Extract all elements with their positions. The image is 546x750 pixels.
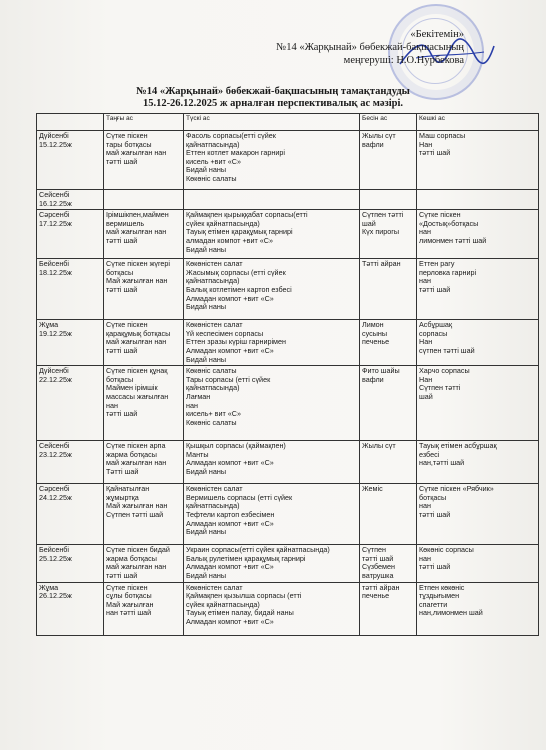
day-cell xyxy=(37,190,104,210)
dinner-line: тұздығымен xyxy=(419,591,460,601)
approval-block xyxy=(276,28,464,67)
table-row xyxy=(37,190,539,210)
lunch-line: Украин сорпасы(етті сүйек қайнатпасында) xyxy=(186,545,330,555)
lunch-line: Тефтели картоп езбесімен xyxy=(186,509,275,519)
breakfast-cell xyxy=(104,320,184,366)
snack-line: печенье xyxy=(362,337,390,347)
snack-line: Жылы сүт xyxy=(362,131,396,140)
menu-table-header xyxy=(37,114,539,131)
table-row xyxy=(37,366,539,441)
lunch-line: Көкөніс салаты xyxy=(186,417,237,427)
lunch-cell xyxy=(184,259,360,320)
lunch-line: қайнатпасында) xyxy=(186,383,240,393)
lunch-line: Алмадан компот +вит «С» xyxy=(186,345,274,355)
breakfast-line: нан тәтті шай xyxy=(106,608,152,618)
breakfast-line: май жағылған нан xyxy=(106,337,167,347)
breakfast-line: май жағылған нан xyxy=(106,562,167,572)
snack-cell xyxy=(360,484,417,545)
breakfast-line: тәтті шай xyxy=(106,570,138,580)
lunch-line: Тауық етімен қарақұмық гарнирі xyxy=(186,227,293,237)
dinner-line: Сүтке піскен «Рябчик» xyxy=(419,484,494,494)
lunch-cell xyxy=(184,320,360,366)
lunch-line: Қаймақпен қырыққабат сорпасы(етті xyxy=(186,210,308,220)
snack-cell xyxy=(360,545,417,582)
dinner-line: Нан xyxy=(419,337,433,347)
day-line: Сәрсенбі xyxy=(39,210,70,220)
lunch-line: Қаймақпен қызылша сорпасы (етті xyxy=(186,591,302,601)
dinner-line: нан xyxy=(419,501,431,511)
breakfast-line: Сүтке піскен xyxy=(106,320,148,330)
lunch-line: алмадан компот +вит «С» xyxy=(186,235,273,245)
table-row xyxy=(37,320,539,366)
day-line: Жұма xyxy=(39,582,59,592)
breakfast-line: Сүтке піскен құнақ xyxy=(106,366,168,376)
breakfast-line: тәтті шай xyxy=(106,345,138,355)
table-row xyxy=(37,582,539,635)
snack-line: Тәтті айран xyxy=(362,259,401,269)
day-cell xyxy=(37,131,104,190)
lunch-line: сүйек қайнатпасында) xyxy=(186,599,260,609)
breakfast-line: Сүтке піскен xyxy=(106,582,148,592)
heading-line-1: №14 «Жарқынай» бөбекжай-бақшасының тамақтандуды xyxy=(136,86,410,97)
breakfast-line: Сүтпен тәтті шай xyxy=(106,509,164,519)
dinner-cell xyxy=(417,582,539,635)
day-line: Бейсенбі xyxy=(39,545,70,555)
table-row xyxy=(37,545,539,582)
breakfast-cell xyxy=(104,366,184,441)
lunch-line: Көкөністен салат xyxy=(186,484,243,494)
dinner-line: тәтті шай xyxy=(419,148,451,158)
dinner-line: «Достық»ботқасы xyxy=(419,218,479,228)
day-line: 19.12.25ж xyxy=(39,328,72,338)
lunch-line: Манты xyxy=(186,449,209,459)
menu-table xyxy=(36,113,539,636)
lunch-cell xyxy=(184,582,360,635)
dinner-cell xyxy=(417,484,539,545)
snack-cell xyxy=(360,190,417,210)
breakfast-line: ботқасы xyxy=(106,374,134,384)
lunch-line: кисель +вит «С» xyxy=(186,156,241,166)
breakfast-cell xyxy=(104,582,184,635)
day-line: Дүйсенбі xyxy=(39,131,69,140)
breakfast-cell xyxy=(104,484,184,545)
breakfast-line: вермишель xyxy=(106,218,145,228)
lunch-line: Бидай наны xyxy=(186,466,227,476)
snack-line: Сүзбемен xyxy=(362,562,395,572)
lunch-line: қайнатпасында) xyxy=(186,276,240,286)
lunch-line: Балық котлетімен картоп езбесі xyxy=(186,284,292,294)
day-cell xyxy=(37,210,104,259)
snack-cell xyxy=(360,441,417,484)
breakfast-line: Сүтке піскен жүгері xyxy=(106,259,171,269)
dinner-cell xyxy=(417,545,539,582)
dinner-line: Нан xyxy=(419,139,433,149)
lunch-line: Алмадан компот +вит «С» xyxy=(186,458,274,468)
table-row xyxy=(37,131,539,190)
lunch-line: Еттен зразы күріш гарнирімен xyxy=(186,337,286,347)
dinner-line: лимонмен тәтті шай xyxy=(419,235,487,245)
breakfast-line: Сүтке піскен арпа xyxy=(106,441,166,451)
lunch-line: Көкөністен салат xyxy=(186,582,243,592)
snack-line: тәтті шай xyxy=(362,553,394,563)
day-line: Бейсенбі xyxy=(39,259,70,269)
breakfast-line: май жағылған нан xyxy=(106,458,167,468)
breakfast-line: тары ботқасы xyxy=(106,139,152,149)
day-cell xyxy=(37,441,104,484)
breakfast-line: тәтті шай xyxy=(106,156,138,166)
snack-line: Сүтпен тәтті xyxy=(362,210,404,220)
lunch-line: Бидай наны xyxy=(186,354,227,364)
dinner-line: Маш сорпасы xyxy=(419,131,466,140)
dinner-line: тәтті шай xyxy=(419,509,451,519)
dinner-line: перловка гарнирі xyxy=(419,267,477,277)
snack-cell xyxy=(360,366,417,441)
header-day xyxy=(37,114,104,131)
day-line: Жұма xyxy=(39,320,59,330)
dinner-cell xyxy=(417,441,539,484)
snack-line: Жеміс xyxy=(362,484,383,494)
lunch-cell xyxy=(184,190,360,210)
dinner-line: тәтті шай xyxy=(419,562,451,572)
day-line: Дүйсенбі xyxy=(39,366,69,376)
lunch-line: Қышқыл сорпасы (қаймақпен) xyxy=(186,441,286,451)
breakfast-line: жарма ботқасы xyxy=(106,449,157,459)
snack-line: печенье xyxy=(362,591,390,601)
snack-line: Күх пирогы xyxy=(362,227,400,237)
lunch-cell xyxy=(184,545,360,582)
day-line: 15.12.25ж xyxy=(39,139,72,149)
day-line: Сәрсенбі xyxy=(39,484,70,494)
dinner-line: нан xyxy=(419,553,431,563)
dinner-cell xyxy=(417,259,539,320)
day-line: 22.12.25ж xyxy=(39,374,72,384)
breakfast-cell xyxy=(104,210,184,259)
day-cell xyxy=(37,366,104,441)
lunch-cell xyxy=(184,441,360,484)
breakfast-line: нан xyxy=(106,400,118,410)
lunch-line: Бидай наны xyxy=(186,570,227,580)
approval-org: №14 «Жарқынай» бөбекжай-бақшасының xyxy=(276,42,464,53)
lunch-cell xyxy=(184,210,360,259)
lunch-line: Тары сорпасы (етті сүйек xyxy=(186,374,271,384)
header-breakfast: Таңғы ас xyxy=(104,114,184,131)
approval-title: «Бекітемін» xyxy=(410,29,464,40)
lunch-cell xyxy=(184,366,360,441)
breakfast-line: Ірімшікпен,маймен xyxy=(106,210,169,220)
breakfast-line: сұлы ботқасы xyxy=(106,591,152,601)
lunch-line: Алмадан компот +вит «С» xyxy=(186,518,274,528)
table-row xyxy=(37,484,539,545)
breakfast-line: тәтті шай xyxy=(106,409,138,419)
dinner-line: Сүтке піскен xyxy=(419,210,461,220)
snack-line: вафли xyxy=(362,139,384,149)
breakfast-cell xyxy=(104,131,184,190)
breakfast-line: ботқасы xyxy=(106,267,134,277)
day-cell xyxy=(37,582,104,635)
dinner-line: спагетти xyxy=(419,599,448,609)
dinner-line: нан xyxy=(419,227,431,237)
dinner-line: Нан xyxy=(419,374,433,384)
dinner-line: Харчо сорпасы xyxy=(419,366,470,376)
breakfast-line: Май жағылған нан xyxy=(106,501,168,511)
day-cell xyxy=(37,545,104,582)
lunch-line: Көкөніс салаты xyxy=(186,366,237,376)
snack-line: шай xyxy=(362,218,376,228)
breakfast-line: тәтті шай xyxy=(106,284,138,294)
lunch-line: Алмадан компот +вит «С» xyxy=(186,562,274,572)
lunch-line: Тауық етімен палау, бидай наны xyxy=(186,608,294,618)
snack-cell xyxy=(360,320,417,366)
day-line: 25.12.25ж xyxy=(39,553,72,563)
dinner-cell xyxy=(417,320,539,366)
day-cell xyxy=(37,484,104,545)
day-line: 18.12.25ж xyxy=(39,267,72,277)
header-snack: Бесін ас xyxy=(360,114,417,131)
snack-cell xyxy=(360,582,417,635)
lunch-line: Лағман xyxy=(186,391,211,401)
day-line: 17.12.25ж xyxy=(39,218,72,228)
breakfast-line: Маймен ірімшік xyxy=(106,383,158,393)
dinner-line: нан,лимонмен шай xyxy=(419,608,483,618)
snack-line: Сүтпен xyxy=(362,545,386,555)
dinner-line: Тауық етімен асбұршақ xyxy=(419,441,497,451)
breakfast-line: тәтті шай xyxy=(106,235,138,245)
dinner-line: Етпен көкөніс xyxy=(419,582,465,592)
breakfast-line: Сүтке піскен xyxy=(106,131,148,140)
lunch-line: Бидай наны xyxy=(186,244,227,254)
breakfast-cell xyxy=(104,259,184,320)
breakfast-line: қарақұмық ботқасы xyxy=(106,328,171,338)
snack-line: сусыны xyxy=(362,328,388,338)
day-line: Сейсенбі xyxy=(39,441,70,451)
lunch-line: қайнатпасында) xyxy=(186,139,240,149)
lunch-line: нан xyxy=(186,400,198,410)
snack-line: тәтті айран xyxy=(362,582,400,592)
breakfast-line: жұмыртқа xyxy=(106,492,139,502)
table-row xyxy=(37,441,539,484)
snack-line: Жылы сүт xyxy=(362,441,396,451)
breakfast-cell xyxy=(104,190,184,210)
header-dinner: Кешкі ас xyxy=(417,114,539,131)
snack-cell xyxy=(360,259,417,320)
lunch-cell xyxy=(184,131,360,190)
lunch-line: Көкөністен салат xyxy=(186,259,243,269)
snack-cell xyxy=(360,131,417,190)
menu-table-body xyxy=(37,131,539,636)
snack-line: вафли xyxy=(362,374,384,384)
day-line: 16.12.25ж xyxy=(39,198,72,208)
lunch-line: Фасоль сорпасы(етті сүйек xyxy=(186,131,276,140)
dinner-line: нан xyxy=(419,276,431,286)
dinner-line: Сүтпен тәтті xyxy=(419,383,461,393)
breakfast-cell xyxy=(104,545,184,582)
breakfast-line: Май жағылған нан xyxy=(106,276,168,286)
dinner-line: ботқасы xyxy=(419,492,447,502)
breakfast-line: жарма ботқасы xyxy=(106,553,157,563)
snack-line: Лимон xyxy=(362,320,384,330)
lunch-line: Үй кеспесімен сорпасы xyxy=(186,328,264,338)
document-heading xyxy=(0,86,546,110)
day-cell xyxy=(37,320,104,366)
lunch-line: Бидай наны xyxy=(186,302,227,312)
breakfast-line: май жағылған нан xyxy=(106,148,167,158)
day-cell xyxy=(37,259,104,320)
breakfast-line: Май жағылған xyxy=(106,599,154,609)
lunch-line: Көкөністен салат xyxy=(186,320,243,330)
day-line: 23.12.25ж xyxy=(39,449,72,459)
breakfast-cell xyxy=(104,441,184,484)
lunch-line: кисель+ вит «С» xyxy=(186,409,241,419)
header-lunch: Түскі ас xyxy=(184,114,360,131)
dinner-cell xyxy=(417,131,539,190)
breakfast-line: Сүтке піскен бидай xyxy=(106,545,170,555)
breakfast-line: массасы жағылған xyxy=(106,391,169,401)
day-line: 24.12.25ж xyxy=(39,492,72,502)
dinner-line: Көкөніс сорпасы xyxy=(419,545,474,555)
dinner-line: сорпасы xyxy=(419,328,448,338)
day-line: 26.12.25ж xyxy=(39,591,72,601)
table-row xyxy=(37,259,539,320)
dinner-line: тәтті шай xyxy=(419,284,451,294)
breakfast-line: май жағылған нан xyxy=(106,227,167,237)
heading-line-2: 15.12-26.12.2025 ж арналған перспективалық ас мәзірі. xyxy=(142,98,404,109)
lunch-line: сүйек қайнатпасында) xyxy=(186,218,260,228)
dinner-line: шай xyxy=(419,391,433,401)
dinner-cell xyxy=(417,366,539,441)
lunch-line: Вермишель сорпасы (етті сүйек xyxy=(186,492,293,502)
lunch-line: Еттен котлет макарон гарнирі xyxy=(186,148,285,158)
lunch-line: қайнатпасында) xyxy=(186,501,240,511)
dinner-cell xyxy=(417,210,539,259)
lunch-line: Көкөніс салаты xyxy=(186,173,237,183)
lunch-cell xyxy=(184,484,360,545)
dinner-cell xyxy=(417,190,539,210)
lunch-line: Бидай наны xyxy=(186,165,227,175)
dinner-line: Еттен рагу xyxy=(419,259,455,269)
lunch-line: Алмадан компот +вит «С» xyxy=(186,293,274,303)
lunch-line: Бидай наны xyxy=(186,527,227,537)
dinner-line: нан,тәтті шай xyxy=(419,458,465,468)
dinner-line: сүтпен тәтті шай xyxy=(419,345,475,355)
day-line: Сейсенбі xyxy=(39,190,70,199)
dinner-line: езбесі xyxy=(419,449,440,459)
lunch-line: Балық рулетімен қарақұмық гарнирі xyxy=(186,553,306,563)
snack-line: Фито шайы xyxy=(362,366,400,376)
lunch-line: Жасымық сорпасы (етті сүйек xyxy=(186,267,286,277)
approval-head: меңгерушi: Н.О.Нурбекова xyxy=(343,55,464,66)
lunch-line: Алмадан компот +вит «С» xyxy=(186,616,274,626)
breakfast-line: Тәтті шай xyxy=(106,466,139,476)
table-row xyxy=(37,210,539,259)
snack-cell xyxy=(360,210,417,259)
dinner-line: Асбұршақ xyxy=(419,320,453,330)
breakfast-line: Қайнатылған xyxy=(106,484,150,494)
snack-line: ватрушка xyxy=(362,570,394,580)
